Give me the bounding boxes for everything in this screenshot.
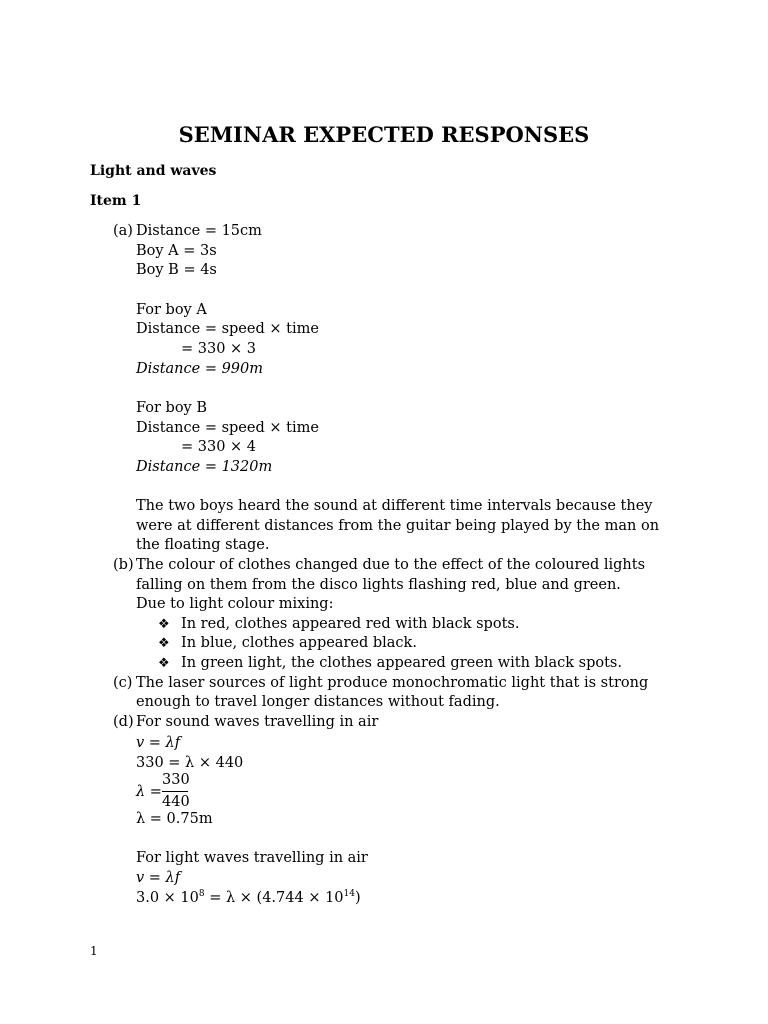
fraction-lhs: λ = [136,784,162,800]
light-substitution [136,889,361,909]
explanation-line: the floating stage. [136,537,270,553]
sound-substitution: 330 = λ × 440 [136,755,244,771]
boy-a-heading: For boy A [136,302,207,318]
light-heading: For light waves travelling in air [136,850,368,866]
light-eq-part: = λ × (4.744 × 10 [204,890,344,906]
part-b-line: falling on them from the disco lights flashing red, blue and green. [136,577,621,593]
diamond-bullet-icon: ❖ [158,617,170,632]
part-a-label: (a) [113,223,133,239]
given-distance: Distance = 15cm [136,223,262,239]
light-eq-exponent: 14 [343,889,355,899]
fraction-numerator: 330 [162,772,188,792]
part-d-label: (d) [113,714,134,730]
boy-b-heading: For boy B [136,400,208,416]
diamond-bullet-icon: ❖ [158,656,170,671]
sound-heading: For sound waves travelling in air [136,714,379,730]
boy-a-formula: Distance = speed × time [136,321,319,337]
fraction [162,772,188,811]
given-boy-a: Boy A = 3s [136,243,217,259]
light-wave-equation: v = λf [136,870,181,886]
light-eq-exponent: 8 [198,889,205,899]
item-heading: Item 1 [90,193,142,209]
wave-equation: v = λf [136,735,181,751]
light-eq-part: 3.0 × 10 [136,890,199,906]
part-c-label: (c) [113,675,133,691]
part-b-label: (b) [113,557,134,573]
boy-b-result: Distance = 1320m [136,459,273,475]
bullet-item: In red, clothes appeared red with black spots. [181,616,520,632]
bullet-item: In blue, clothes appeared black. [181,635,417,651]
part-c-line: enough to travel longer distances without fading. [136,694,500,710]
part-b-line: Due to light colour mixing: [136,596,334,612]
light-eq-part: ) [355,890,361,906]
diamond-bullet-icon: ❖ [158,636,170,651]
page-number: 1 [90,944,98,958]
boy-b-substitution: = 330 × 4 [181,439,257,455]
section-heading: Light and waves [90,163,217,179]
fraction-denominator: 440 [162,794,190,810]
boy-a-substitution: = 330 × 3 [181,341,257,357]
wavelength-result: λ = 0.75m [136,811,213,827]
page-title: SEMINAR EXPECTED RESPONSES [178,122,590,147]
part-b-line: The colour of clothes changed due to the effect of the coloured lights [136,557,646,573]
boy-b-formula: Distance = speed × time [136,420,319,436]
given-boy-b: Boy B = 4s [136,262,217,278]
explanation-line: The two boys heard the sound at different time intervals because they [136,498,653,514]
boy-a-result: Distance = 990m [136,361,264,377]
bullet-item: In green light, the clothes appeared green with black spots. [181,655,622,671]
part-c-line: The laser sources of light produce monochromatic light that is strong [136,675,649,691]
explanation-line: were at different distances from the guitar being played by the man on [136,518,660,534]
